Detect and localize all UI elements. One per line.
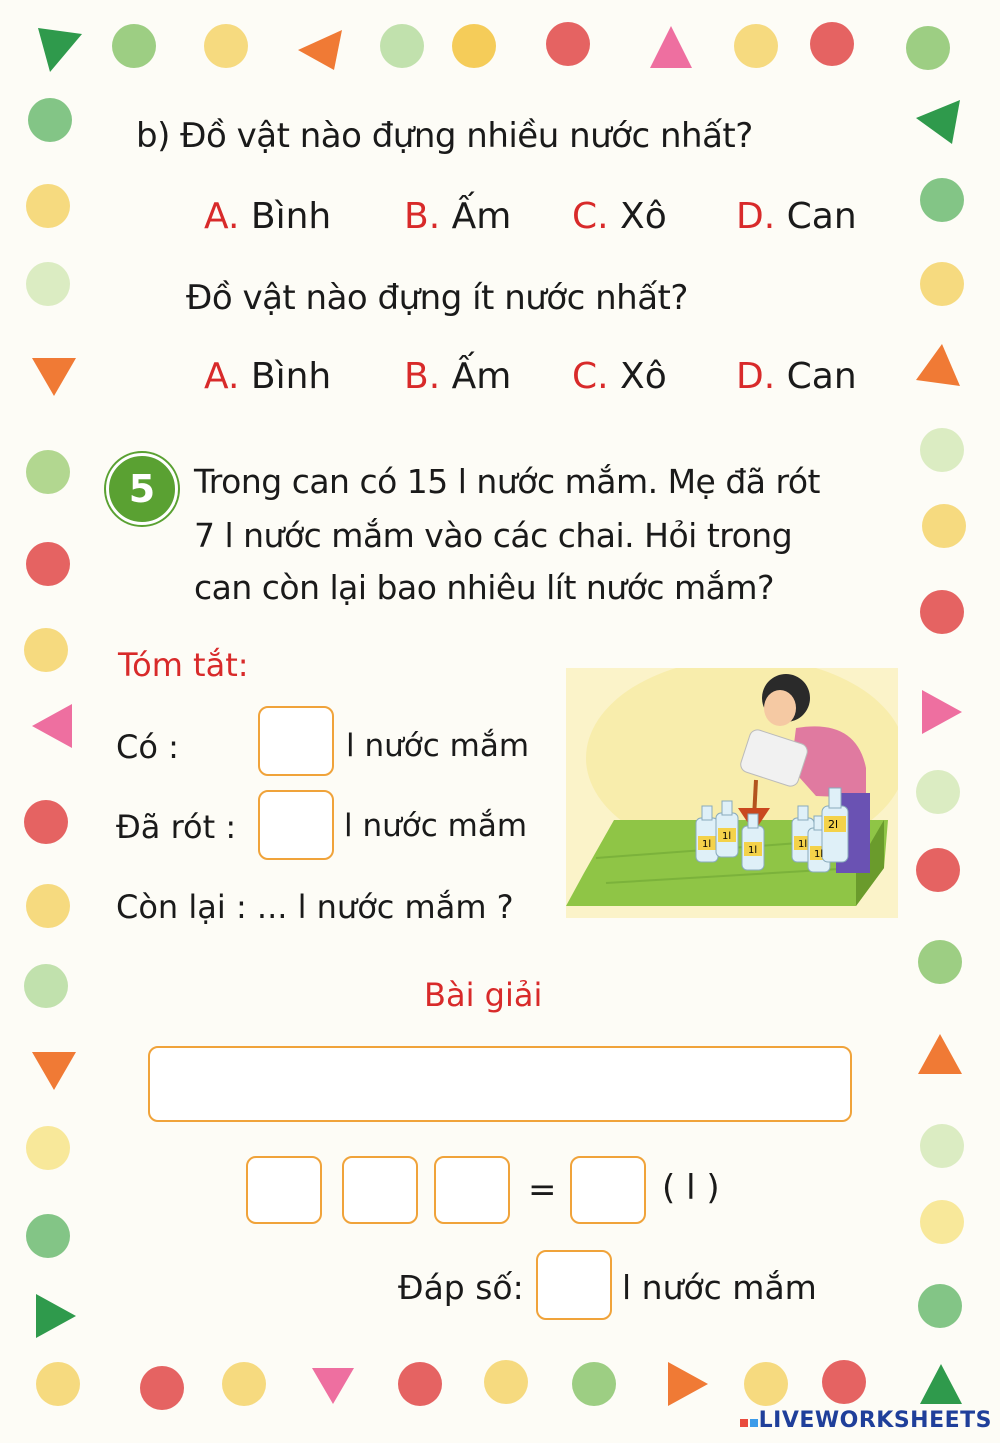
liveworksheets-logo: [739, 1408, 992, 1433]
triangle-decoration: [646, 22, 696, 72]
dot-decoration: [916, 770, 960, 814]
calc-operand-1-box[interactable]: [246, 1156, 322, 1224]
dot-decoration: [24, 628, 68, 672]
option-c[interactable]: [572, 356, 667, 397]
bottle-label: 1l: [798, 839, 808, 850]
option-letter: B.: [404, 356, 441, 397]
dot-decoration: [26, 1214, 70, 1258]
dot-decoration: [452, 24, 496, 68]
dot-decoration: [906, 26, 950, 70]
answer-unit: l nước mắm: [622, 1268, 817, 1307]
option-text: Xô: [620, 196, 667, 237]
dot-decoration: [484, 1360, 528, 1404]
woman-pouring-illustration: [566, 668, 898, 918]
have-answer-box[interactable]: [258, 706, 334, 776]
summary-poured-label: Đã rót :: [116, 808, 237, 846]
option-text: Can: [786, 356, 857, 397]
summary-remain-label: Còn lại : ... l nước mắm ?: [116, 888, 514, 926]
option-letter: A.: [204, 356, 240, 397]
option-text: Can: [786, 196, 857, 237]
dot-decoration: [810, 22, 854, 66]
option-text: Ấm: [451, 356, 512, 397]
option-b[interactable]: [404, 196, 511, 237]
option-letter: C.: [572, 356, 609, 397]
triangle-decoration: [914, 1030, 966, 1078]
dot-decoration: [920, 1124, 964, 1168]
calc-result-box[interactable]: [570, 1156, 646, 1224]
triangle-decoration: [912, 340, 964, 390]
option-c[interactable]: [572, 196, 667, 237]
dot-decoration: [24, 964, 68, 1008]
answer-label: Đáp số:: [398, 1268, 524, 1307]
triangle-decoration: [912, 96, 964, 148]
option-letter: D.: [736, 356, 776, 397]
dot-decoration: [26, 884, 70, 928]
equals-sign: =: [528, 1170, 557, 1210]
brand-name: LIVEWORKSHEETS: [758, 1408, 992, 1433]
option-letter: D.: [736, 196, 776, 237]
woman-face: [764, 690, 796, 726]
dot-decoration: [26, 542, 70, 586]
dot-decoration: [744, 1362, 788, 1406]
dot-decoration: [28, 98, 72, 142]
triangle-decoration: [294, 26, 346, 74]
dot-decoration: [24, 800, 68, 844]
bottle-label: 1l: [722, 831, 732, 842]
triangle-decoration: [28, 700, 76, 752]
option-text: Ấm: [451, 196, 512, 237]
solution-sentence-input[interactable]: [148, 1046, 852, 1122]
logo-square: [740, 1419, 748, 1427]
problem-number-badge: 5: [106, 453, 178, 525]
option-text: Bình: [250, 356, 332, 397]
problem-text-line-3: can còn lại bao nhiêu lít nước mắm?: [194, 568, 775, 607]
question-least-water: Đồ vật nào đựng ít nước nhất?: [186, 278, 688, 318]
dot-decoration: [398, 1362, 442, 1406]
dot-decoration: [222, 1362, 266, 1406]
problem-text-line-1: Trong can có 15 l nước mắm. Mẹ đã rót: [194, 462, 820, 501]
bottle-label: 1l: [814, 849, 824, 860]
final-answer-box[interactable]: [536, 1250, 612, 1320]
dot-decoration: [26, 184, 70, 228]
option-text: Xô: [620, 356, 667, 397]
result-unit: ( l ): [662, 1168, 720, 1208]
option-a[interactable]: [204, 356, 331, 397]
dot-decoration: [922, 504, 966, 548]
triangle-decoration: [32, 1290, 80, 1342]
summary-title: Tóm tắt:: [118, 646, 249, 684]
triangle-decoration: [34, 24, 86, 76]
calc-operator-box[interactable]: [342, 1156, 418, 1224]
dot-decoration: [26, 1126, 70, 1170]
triangle-decoration: [916, 1360, 966, 1408]
dot-decoration: [734, 24, 778, 68]
option-a[interactable]: [204, 196, 331, 237]
solution-title: Bài giải: [424, 976, 543, 1014]
dot-decoration: [112, 24, 156, 68]
summary-have-label: Có :: [116, 728, 179, 766]
bottle-label: 1l: [748, 845, 758, 856]
dot-decoration: [204, 24, 248, 68]
question-most-water: b) Đồ vật nào đựng nhiều nước nhất?: [136, 116, 753, 156]
dot-decoration: [918, 1284, 962, 1328]
dot-decoration: [920, 428, 964, 472]
option-b[interactable]: [404, 356, 511, 397]
option-d[interactable]: [736, 356, 857, 397]
bottle-label: 1l: [702, 839, 712, 850]
dot-decoration: [572, 1362, 616, 1406]
dot-decoration: [920, 1200, 964, 1244]
triangle-decoration: [28, 352, 80, 400]
option-text: Bình: [250, 196, 332, 237]
dot-decoration: [36, 1362, 80, 1406]
calc-operand-2-box[interactable]: [434, 1156, 510, 1224]
dot-decoration: [916, 848, 960, 892]
summary-have-unit: l nước mắm: [346, 728, 530, 764]
dot-decoration: [920, 590, 964, 634]
dot-decoration: [546, 22, 590, 66]
dot-decoration: [140, 1366, 184, 1410]
dot-decoration: [918, 940, 962, 984]
triangle-decoration: [918, 686, 966, 738]
dot-decoration: [920, 262, 964, 306]
poured-answer-box[interactable]: [258, 790, 334, 860]
dot-decoration: [822, 1360, 866, 1404]
triangle-decoration: [664, 1358, 712, 1410]
triangle-decoration: [28, 1046, 80, 1094]
problem-text-line-2: 7 l nước mắm vào các chai. Hỏi trong: [194, 516, 793, 555]
triangle-decoration: [308, 1362, 358, 1408]
option-letter: B.: [404, 196, 441, 237]
option-letter: A.: [204, 196, 240, 237]
bottle-label: 2l: [828, 818, 839, 831]
summary-poured-unit: l nước mắm: [344, 808, 528, 844]
option-letter: C.: [572, 196, 609, 237]
dot-decoration: [380, 24, 424, 68]
dot-decoration: [26, 262, 70, 306]
option-d[interactable]: [736, 196, 857, 237]
logo-square: [750, 1419, 758, 1427]
dot-decoration: [920, 178, 964, 222]
dot-decoration: [26, 450, 70, 494]
